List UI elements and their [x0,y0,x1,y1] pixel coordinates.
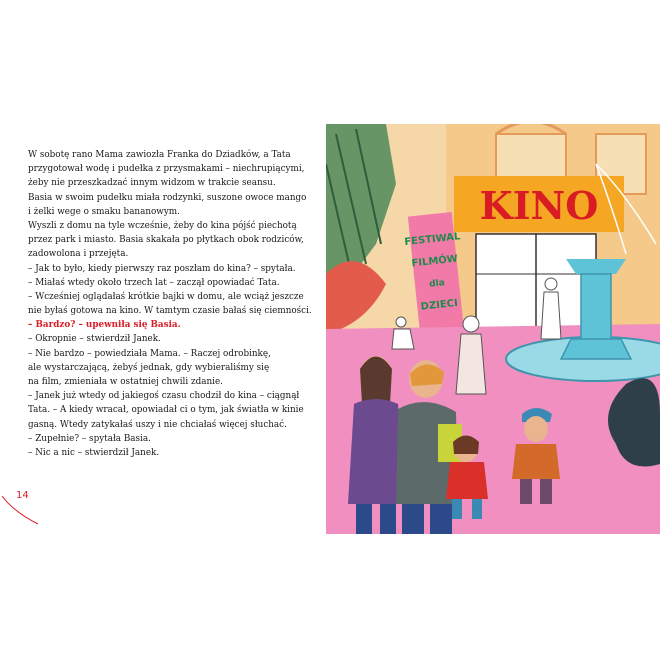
text-line: – Janek już wtedy od jakiegoś czasu chodził do kina – ciągnął [28,391,300,402]
poster-line: FESTIWAL [403,231,461,249]
text-line: Tata. – A kiedy wracał, opowiadał ci o tym, jak światła w kinie [28,405,304,416]
text-line: – Nic a nic – stwierdził Janek. [28,447,160,458]
story-text [28,148,312,460]
poster-line: DZIECI [420,297,459,313]
poster-line: FILMÓW [411,253,459,270]
text-line: – Miałaś wtedy około trzech lat – zaczął opowiadać Tata. [28,277,280,288]
text-line: na film, zmieniała w ostatniej chwili zdanie. [28,377,223,387]
text-line: – Wcześniej oglądałaś krótkie bajki w domu, ale wciąż jeszcze [28,291,304,302]
text-line: – Zupełnie? – spytała Basia. [28,433,151,444]
text-line: Basia w swoim pudełku miała rodzynki, suszone owoce mango [28,192,307,203]
text-line: – Jak to było, kiedy pierwszy raz poszłam do kina? – spytała. [28,263,296,274]
text-line: – Nie bardzo – powiedziała Mama. – Raczej odrobinkę, [28,348,271,359]
text-line: ale wystarczającą, żebyś jednak, gdy wybieraliśmy się [28,362,270,373]
text-line: przygotował wodę i pudełka z przysmakami – niechrupiącymi, [28,164,305,175]
fountain-top [566,259,626,274]
text-line: nie byłaś gotowa na kino. W tamtym czasie bałaś się ciemności. [28,306,312,317]
kino-sign: KINO [479,183,599,228]
text-line: żeby nie przeszkadzać innym widzom w trakcie seansu. [28,178,276,189]
text-line: zadowolona i przejęta. [28,249,129,260]
page-number: 14 [16,490,29,501]
fountain-column [581,274,611,344]
text-line: gasną. Wtedy zatykałaś uszy i nie chciałaś więcej słuchać. [28,419,287,430]
text-line: przez park i miasto. Basia skakała po płytkach obok rodziców, [28,235,304,246]
poster-line: dla [428,278,446,290]
text-line: – Okropnie – stwierdził Janek. [28,334,161,345]
text-line: i żelki wege o smaku bananowym. [28,206,180,217]
cinema-illustration [326,124,660,534]
text-line: – Bardzo? – upewniła się Basia. [28,320,181,331]
text-line: W sobotę rano Mama zawiozła Franka do Dziadków, a Tata [28,150,291,160]
text-line: Wyszli z domu na tyle wcześnie, żeby do kina pójść piechotą [28,220,297,231]
